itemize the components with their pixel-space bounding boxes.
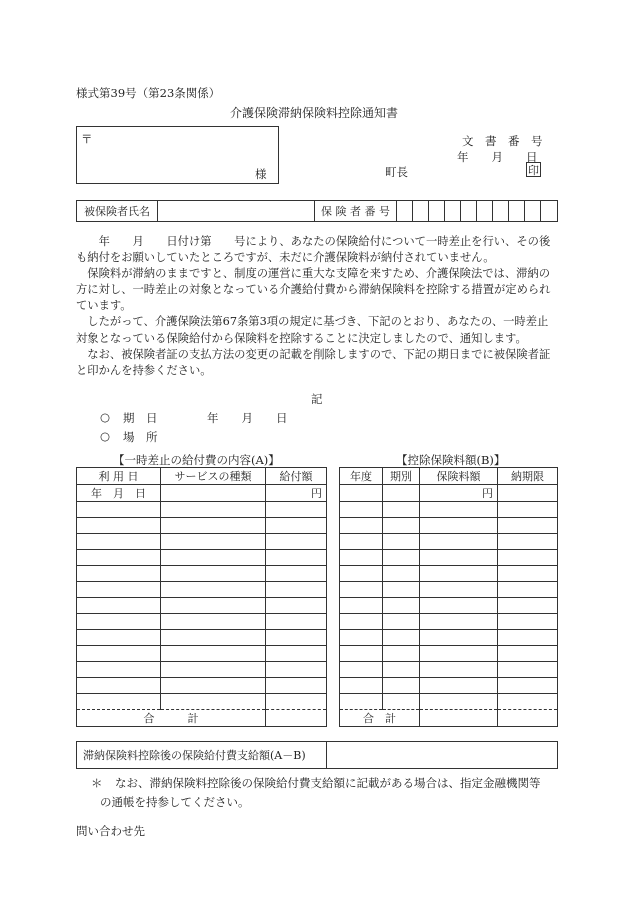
table-a-cell[interactable] [266,630,327,646]
table-a-cell[interactable] [161,662,266,678]
table-a-title: 【一時差止の給付費の内容(A)】 [113,453,280,467]
table-b-cell[interactable] [498,485,558,502]
place-label: 場 所 [123,430,158,444]
table-a-cell[interactable] [266,598,327,614]
table-b-cell[interactable] [383,678,420,694]
table-a-cell[interactable] [77,614,161,630]
table-b-header: 保険料額 [420,468,498,485]
table-b-cell[interactable]: 円 [420,485,498,502]
table-b-total-value[interactable] [420,710,498,727]
table-b-cell[interactable] [383,518,420,534]
table-a-cell[interactable] [161,646,266,662]
ki-heading: 記 [311,392,323,406]
body-text [76,234,556,379]
table-b-cell[interactable] [383,662,420,678]
table-a-cell[interactable] [161,502,266,518]
table-a-cell[interactable] [77,518,161,534]
document-title: 介護保険滞納保険料控除通知書 [230,106,399,120]
table-b-total-label: 合 計 [340,710,420,727]
table-a-cell[interactable] [161,485,266,502]
table-b-total-value[interactable] [498,710,558,727]
table-b-cell[interactable] [420,694,498,710]
table-a-total-label: 合 計 [77,710,266,727]
table-a-cell[interactable] [266,614,327,630]
form-id: 様式第39号（第23条関係） [76,86,221,100]
payment-label: 滞納保険料控除後の保険給付費支給額(A－B) [77,742,327,769]
inquiry-label: 問い合わせ先 [76,824,145,838]
table-b-title: 【控除保険料額(B)】 [396,453,506,467]
table-b-cell[interactable] [498,646,558,662]
body-paragraph: 保険料が滞納のままですと、制度の運営に重大な支障を来すため、介護保険法では、滞納の方に対し、一時差止の対象となっている介護給付費から滞納保険料を控除する措置が定められています。 [76,267,551,313]
table-b-cell[interactable] [383,502,420,518]
table-b-cell[interactable] [420,518,498,534]
table-a-cell[interactable] [266,550,327,566]
insurer-number-digit[interactable] [525,201,541,222]
table-b-cell[interactable] [340,550,383,566]
table-b-cell[interactable] [340,566,383,582]
table-b-cell[interactable] [383,614,420,630]
table-a-cell[interactable] [77,630,161,646]
table-a-cell[interactable] [77,534,161,550]
insurer-number-label: 保 険 者 番 号 [315,201,397,222]
table-b-cell[interactable] [340,502,383,518]
table-b-cell[interactable] [498,678,558,694]
doc-number-label: 文 書 番 号 [462,134,543,148]
table-b-cell[interactable] [383,534,420,550]
table-a-cell[interactable]: 円 [266,485,327,502]
table-b-cell[interactable] [498,694,558,710]
payment-amount-field[interactable] [327,742,558,769]
table-b-cell[interactable] [420,678,498,694]
table-b-cell[interactable] [340,662,383,678]
note-line-2: の通帳を持参してください。 [100,795,250,809]
table-b-cell[interactable] [420,582,498,598]
table-a-cell[interactable] [77,550,161,566]
table-b-cell[interactable] [420,502,498,518]
table-b-cell[interactable] [383,550,420,566]
table-a-cell[interactable]: 年 月 日 [77,485,161,502]
table-a-cell[interactable] [77,566,161,582]
issue-date: 年 月 日 [457,150,538,164]
insurer-number-digit[interactable] [509,201,525,222]
table-b-cell[interactable] [340,694,383,710]
insured-name-label: 被保険者氏名 [77,201,158,222]
table-b-cell[interactable] [340,485,383,502]
insurer-number-digit[interactable] [413,201,429,222]
insurer-number-digit[interactable] [541,201,558,222]
table-a-cell[interactable] [161,534,266,550]
insurer-number-digit[interactable] [477,201,493,222]
table-b-cell[interactable] [498,502,558,518]
table-b-cell[interactable] [340,614,383,630]
table-a-header: 利 用 日 [77,468,161,485]
table-b-cell[interactable] [340,598,383,614]
body-paragraph: 年 月 日付け第 号により、あなたの保険給付について一時差止を行い、その後も納付をお願いしていたところですが、未だに介護保険料が納付されていません。 [76,235,551,265]
body-paragraph: なお、被保険者証の支払方法の変更の記載を削除しますので、下記の期日までに被保険者証と印かんを持参ください。 [76,347,551,377]
table-a-cell[interactable] [161,630,266,646]
date-bullet: ○ [100,410,111,424]
table-b-cell[interactable] [340,646,383,662]
table-b-cell[interactable] [498,582,558,598]
note-line-1: なお、滞納保険料控除後の保険給付費支給額に記載がある場合は、指定金融機関等 [115,776,541,790]
table-b-header: 期別 [383,468,420,485]
note-mark: ＊ [91,776,103,790]
date-label: 期 日 [123,411,158,425]
table-a-header: サービスの種類 [161,468,266,485]
table-b-cell[interactable] [498,566,558,582]
table-a-cell[interactable] [77,646,161,662]
payment-row [76,741,558,769]
insured-name-field[interactable] [158,201,315,222]
table-b-cell[interactable] [498,630,558,646]
table-b-cell[interactable] [340,534,383,550]
table-a-cell[interactable] [161,582,266,598]
postal-mark: 〒 [81,132,93,146]
table-a-cell[interactable] [77,662,161,678]
insurer-number-digit[interactable] [445,201,461,222]
place-bullet: ○ [100,429,111,443]
insurer-number-digit[interactable] [461,201,477,222]
table-b-cell[interactable] [498,662,558,678]
table-b-header: 年度 [340,468,383,485]
table-a-cell[interactable] [161,518,266,534]
table-b-cell[interactable] [498,550,558,566]
table-a-cell[interactable] [266,678,327,694]
insurer-number-digit[interactable] [397,201,413,222]
table-a-cell[interactable] [161,614,266,630]
table-b [339,467,558,727]
table-a-cell[interactable] [161,694,266,710]
table-b-cell[interactable] [383,694,420,710]
table-b-cell[interactable] [383,598,420,614]
table-a-cell[interactable] [77,694,161,710]
table-b-cell[interactable] [340,678,383,694]
table-b-cell[interactable] [498,614,558,630]
table-b-cell[interactable] [383,485,420,502]
table-b-cell[interactable] [420,646,498,662]
table-b-cell[interactable] [340,518,383,534]
table-b-cell[interactable] [498,534,558,550]
insured-row [76,200,558,222]
table-a-cell[interactable] [161,598,266,614]
seal-mark: 印 [528,164,539,177]
insurer-number-digit[interactable] [493,201,509,222]
table-b-cell[interactable] [420,630,498,646]
address-box[interactable] [76,126,279,184]
table-b-cell[interactable] [383,582,420,598]
table-a-cell[interactable] [266,518,327,534]
table-a-cell[interactable] [266,502,327,518]
table-b-cell[interactable] [420,614,498,630]
table-a-cell[interactable] [266,662,327,678]
table-b-cell[interactable] [498,598,558,614]
table-a-cell[interactable] [161,566,266,582]
table-a-cell[interactable] [266,534,327,550]
table-b-cell[interactable] [340,630,383,646]
table-a-cell[interactable] [266,566,327,582]
body-paragraph: したがって、介護保険法第67条第3項の規定に基づき、下記のとおり、あなたの、一時差止対象となっている保険給付から保険料を控除することに決定しましたので、通知します。 [76,315,549,345]
table-b-cell[interactable] [420,662,498,678]
table-b-cell[interactable] [420,566,498,582]
table-b-cell[interactable] [383,630,420,646]
table-b-header: 納期限 [498,468,558,485]
table-a-cell[interactable] [161,678,266,694]
mayor-label: 町長 [385,165,408,179]
date-value: 年 月 日 [207,411,288,425]
table-a-cell[interactable] [266,646,327,662]
table-a-cell[interactable] [266,582,327,598]
table-a-cell[interactable] [77,598,161,614]
table-a [76,467,327,727]
table-a-cell[interactable] [77,678,161,694]
table-b-cell[interactable] [420,598,498,614]
table-b-cell[interactable] [498,518,558,534]
table-b-cell[interactable] [340,582,383,598]
table-a-cell[interactable] [266,694,327,710]
table-a-total-value[interactable] [266,710,327,727]
table-a-cell[interactable] [77,582,161,598]
honorific-sama: 様 [255,167,267,181]
table-b-cell[interactable] [383,646,420,662]
table-b-cell[interactable] [420,534,498,550]
table-a-header: 給付額 [266,468,327,485]
table-a-cell[interactable] [77,502,161,518]
insurer-number-digit[interactable] [429,201,445,222]
table-b-cell[interactable] [383,566,420,582]
table-a-cell[interactable] [161,550,266,566]
table-b-cell[interactable] [420,550,498,566]
